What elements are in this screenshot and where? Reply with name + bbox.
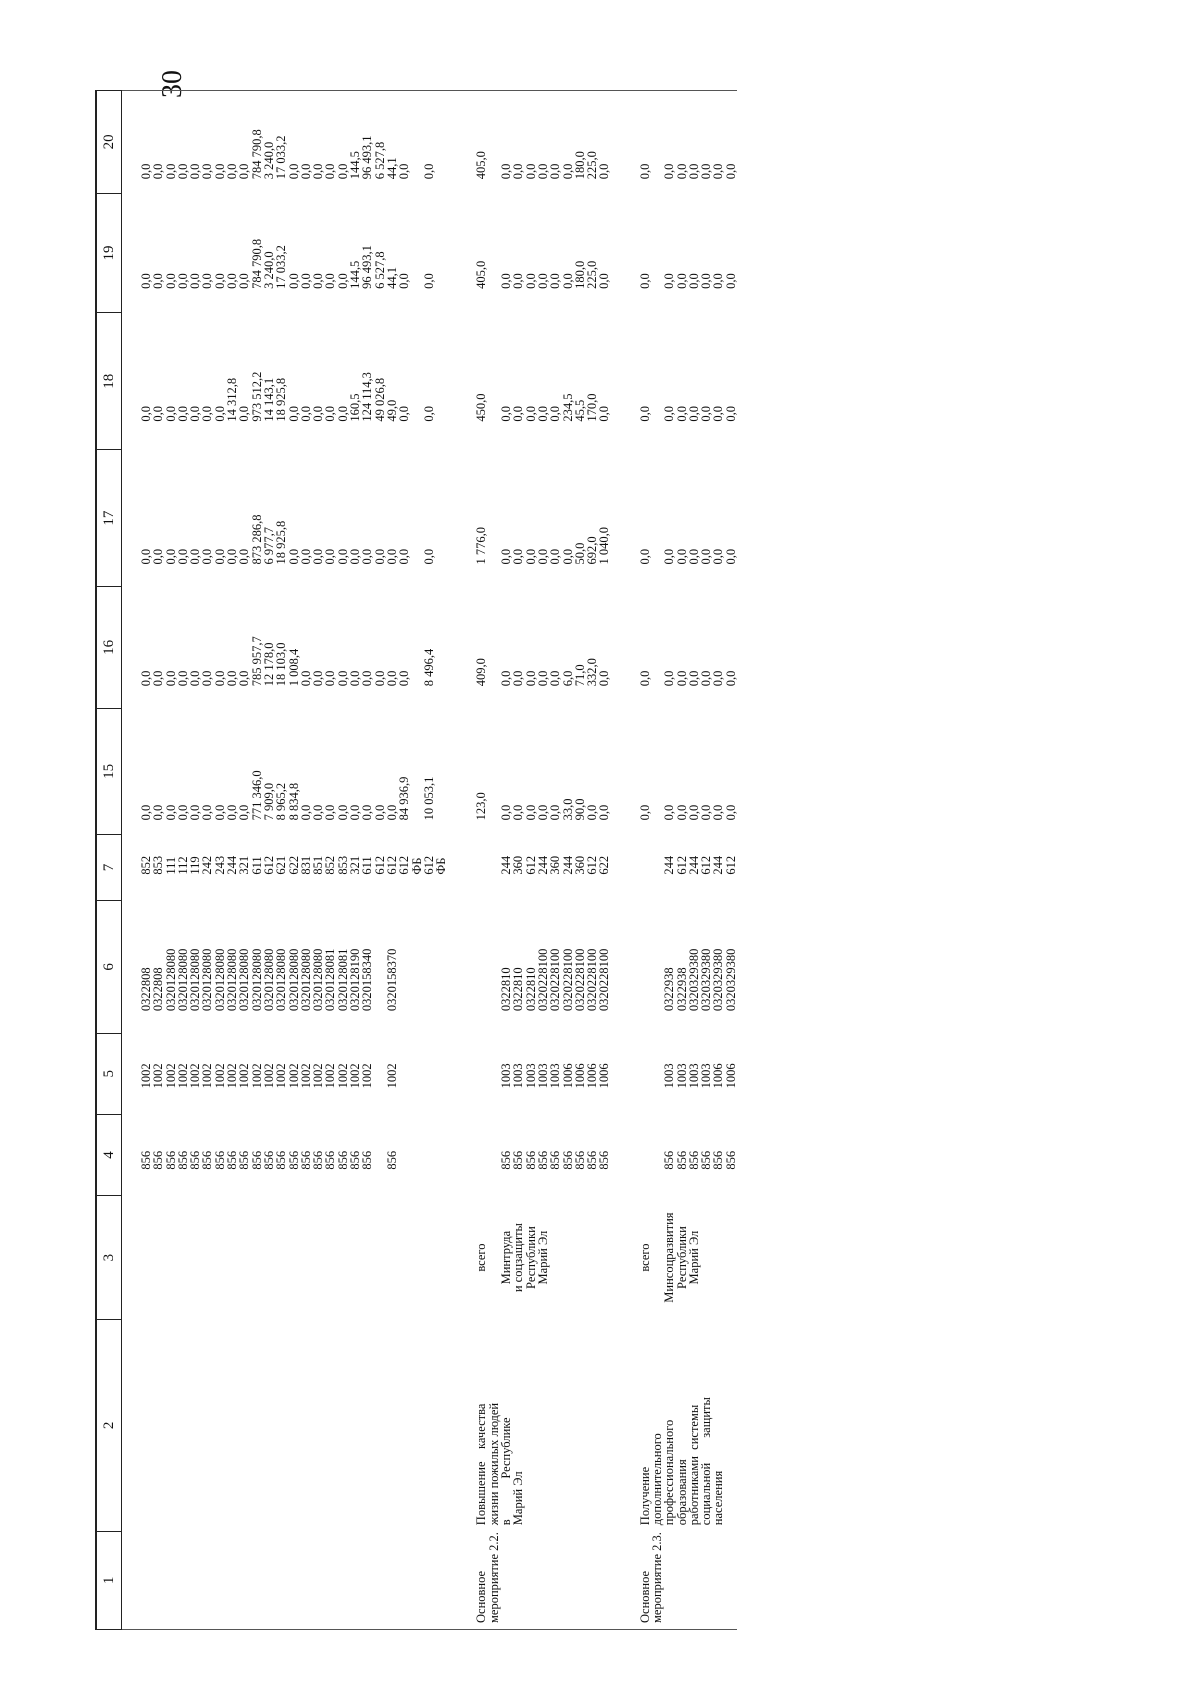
- col-header: 15: [96, 708, 122, 834]
- cell-executor: всего Минсоцразвития Республики Марий Эл: [637, 1212, 701, 1303]
- rotated-table-sheet: [95, 90, 1105, 1630]
- cell-title: Получение дополнительного профессионального образования работниками системы социальной защиты населения: [637, 1397, 726, 1526]
- table-row: [122, 91, 448, 1630]
- page-number: 30: [157, 70, 188, 98]
- cell-executor: [122, 1196, 448, 1320]
- cell-col18: 450,0 0,0 0,0 0,0 0,0 0,0 234,5 45,5 170,0 0,0: [474, 393, 612, 422]
- cell-status: [122, 1531, 448, 1629]
- cell-rzpr: 1003 1003 1003 1003 1003 1006 1006 1006 1006: [499, 1063, 612, 1089]
- cell-col19: 405,0 0,0 0,0 0,0 0,0 0,0 0,0 180,0 225,0 0,0: [474, 260, 612, 289]
- col-header: 3: [96, 1196, 122, 1320]
- cell-col16: 409,0 0,0 0,0 0,0 0,0 0,0 6,0 71,0 332,0 0,0: [474, 658, 612, 687]
- cell-col17: 0,0 0,0 0,0 0,0 0,0 0,0 0,0 0,0 0,0 873 286,8 6 977,7 18 925,8 0,0 0,0 0,0 0,0 0,0 0,0 0,0 0,0 0,0 0,0 0,0: [139, 514, 436, 565]
- cell-col16: 0,0 0,0 0,0 0,0 0,0 0,0 0,0 0,0 0,0 785 957,7 12 178,0 18 103,0 1 008,4 0,0 0,0 0,0 0,0 0,0 0,0 0,0 0,0 0,0 8 496,4: [139, 636, 436, 687]
- cell-col17: 1 776,0 0,0 0,0 0,0 0,0 0,0 0,0 50,0 692,0 1 040,0: [474, 526, 612, 565]
- cell-grbs: 856 856 856 856 856 856: [662, 1150, 738, 1170]
- cell-col19: 0,0 0,0 0,0 0,0 0,0 0,0 0,0: [637, 273, 738, 289]
- cell-csr: 0322808 0322808 0320128080 0320128080 0320128080 0320128080 0320128080 0320128080 0320128080 0320128080 0320128080 0320128080 0320128080 0320128080 0320128080 0320128081 0320128081 0320128190 0320158340 0320158370: [139, 948, 399, 1012]
- col-header: 7: [96, 834, 122, 900]
- cell-executor: всего Минтруда и соцзащиты Республики Марий Эл: [474, 1223, 550, 1293]
- col-header: 2: [96, 1320, 122, 1532]
- cell-col15: 123,0 0,0 0,0 0,0 0,0 0,0 33,0 90,0 0,0 0,0: [474, 792, 612, 821]
- cell-col20: 405,0 0,0 0,0 0,0 0,0 0,0 0,0 180,0 225,0 0,0: [447, 91, 610, 194]
- col-header: 18: [96, 313, 122, 450]
- cell-status: Основное мероприятие 2.3.: [611, 1531, 737, 1629]
- cell-vr: 244 360 612 244 360 244 360 612 622: [499, 855, 612, 875]
- cell-col15: 0,0 0,0 0,0 0,0 0,0 0,0 0,0: [637, 804, 738, 821]
- cell-vr: 244 612 244 612 244 612: [662, 855, 738, 875]
- cell-col20: 0,0 0,0 0,0 0,0 0,0 0,0 0,0 0,0 0,0 784 790,8 3 240,0 17 033,2 0,0 0,0 0,0 0,0 0,0 144,5 96 493,1 6 527,8 44,1 0,0 0,0: [122, 91, 448, 194]
- cell-title: Повышение качества жизни пожилых людей в Республике Марий Эл: [474, 1402, 526, 1526]
- col-header: 1: [96, 1531, 122, 1629]
- cell-col20: 0,0 0,0 0,0 0,0 0,0 0,0 0,0: [611, 91, 737, 194]
- cell-col15: 0,0 0,0 0,0 0,0 0,0 0,0 0,0 0,0 0,0 771 346,0 7 909,0 8 965,2 8 834,8 0,0 0,0 0,0 0,0 0,0 0,0 0,0 0,0 84 936,9 10 053,1: [139, 770, 436, 821]
- cell-status: Основное мероприятие 2.2.: [447, 1531, 610, 1629]
- col-header: 16: [96, 586, 122, 708]
- cell-grbs: 856 856 856 856 856 856 856 856 856 856 856 856 856 856 856 856 856 856 856 856: [139, 1150, 399, 1170]
- cell-col16: 0,0 0,0 0,0 0,0 0,0 0,0 0,0: [637, 670, 738, 687]
- col-header: 6: [96, 901, 122, 1034]
- cell-rzpr: 1003 1003 1003 1003 1006 1006: [662, 1063, 738, 1089]
- col-header: 5: [96, 1033, 122, 1114]
- column-number-row: [96, 91, 122, 1630]
- cell-col19: 0,0 0,0 0,0 0,0 0,0 0,0 0,0 0,0 0,0 784 790,8 3 240,0 17 033,2 0,0 0,0 0,0 0,0 0,0 144,5 96 493,1 6 527,8 44,1 0,0 0,0: [139, 238, 436, 289]
- cell-vr: 852 853 111 112 119 242 243 244 321 611 612 621 622 831 851 852 853 321 611 612 612 612 ФБ 612 ФБ: [139, 855, 449, 875]
- cell-title: [122, 1320, 448, 1532]
- col-header: 17: [96, 450, 122, 587]
- col-header: 19: [96, 193, 122, 313]
- cell-col18: 0,0 0,0 0,0 0,0 0,0 0,0 0,0 14 312,8 0,0 973 512,2 14 143,1 18 925,8 0,0 0,0 0,0 0,0 0,0 160,5 124 114,3 49 026,8 49,0 0,0 0,0: [139, 371, 436, 422]
- table-row: [447, 91, 610, 1630]
- budget-table: [95, 90, 737, 1630]
- cell-rzpr: 1002 1002 1002 1002 1002 1002 1002 1002 1002 1002 1002 1002 1002 1002 1002 1002 1002 1002 1002 1002: [139, 1063, 399, 1089]
- col-header: 4: [96, 1114, 122, 1195]
- cell-csr: 0322810 0322810 0322810 0320228100 0320228100 0320228100 0320228100 0320228100 0320228100: [499, 948, 612, 1012]
- table-row: [611, 91, 737, 1630]
- cell-col18: 0,0 0,0 0,0 0,0 0,0 0,0 0,0: [637, 406, 738, 422]
- col-header: 20: [96, 91, 122, 194]
- cell-grbs: 856 856 856 856 856 856 856 856 856: [499, 1150, 612, 1170]
- cell-csr: 0322938 0322938 0320329380 0320329380 0320329380 0320329380: [662, 948, 738, 1012]
- cell-col17: 0,0 0,0 0,0 0,0 0,0 0,0 0,0: [637, 548, 738, 565]
